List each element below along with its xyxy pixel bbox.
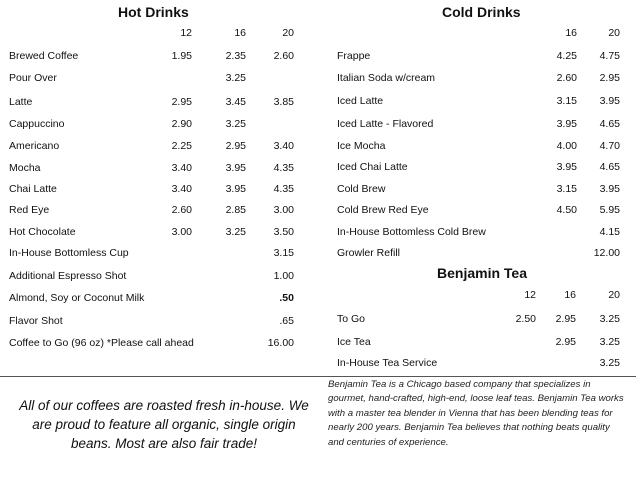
benjamin-tea-title: Benjamin Tea xyxy=(437,265,527,281)
cold-drink-name: Italian Soda w/cream xyxy=(337,72,436,84)
cold-price-16: 4.50 xyxy=(556,204,577,216)
hot-price-20: 4.35 xyxy=(273,183,294,195)
hot-price-12: 2.25 xyxy=(171,140,192,152)
hot-drink-name: Cappuccino xyxy=(9,118,65,130)
tea-price-16: 2.95 xyxy=(555,313,576,325)
cold-size-16: 16 xyxy=(565,27,577,39)
cold-drink-name: Iced Chai Latte xyxy=(337,161,408,173)
hot-drink-name: Latte xyxy=(9,96,33,108)
cold-price-16: 4.25 xyxy=(556,50,577,62)
cold-price-20: 4.75 xyxy=(599,50,620,62)
cold-drink-name: Ice Mocha xyxy=(337,140,386,152)
cold-price-20: 2.95 xyxy=(599,72,620,84)
cold-price-16: 4.00 xyxy=(556,140,577,152)
tea-size-20: 20 xyxy=(608,289,620,301)
cold-drink-name: Iced Latte - Flavored xyxy=(337,118,434,130)
cold-price-20: 4.65 xyxy=(599,118,620,130)
cold-price-16: 3.95 xyxy=(556,161,577,173)
tea-price-20: 3.25 xyxy=(599,313,620,325)
hot-price-16: 2.35 xyxy=(225,50,246,62)
hot-drink-name: Americano xyxy=(9,140,60,152)
hot-drink-name: Additional Espresso Shot xyxy=(9,270,127,282)
tea-price-16: 2.95 xyxy=(555,336,576,348)
hot-price-12: 3.40 xyxy=(171,162,192,174)
hot-price-20: 3.85 xyxy=(273,96,294,108)
hot-price-16: 3.95 xyxy=(225,162,246,174)
cold-drinks-title: Cold Drinks xyxy=(442,4,521,20)
hot-size-20: 20 xyxy=(282,27,294,39)
hot-price-12: 2.95 xyxy=(171,96,192,108)
hot-price-12: 2.60 xyxy=(171,204,192,216)
hot-price-20: 2.60 xyxy=(273,50,294,62)
cold-drink-name: Iced Latte xyxy=(337,95,384,107)
cold-price-16: 2.60 xyxy=(556,72,577,84)
cold-price-20: 12.00 xyxy=(593,247,620,259)
hot-drink-name: Chai Latte xyxy=(9,183,57,195)
hot-drink-name: Brewed Coffee xyxy=(9,50,79,62)
cold-price-20: 4.70 xyxy=(599,140,620,152)
hot-drink-name: Mocha xyxy=(9,162,41,174)
tea-price-12: 2.50 xyxy=(515,313,536,325)
tea-price-20: 3.25 xyxy=(599,357,620,369)
hot-price-20: .50 xyxy=(279,292,294,304)
hot-drink-name: Coffee to Go (96 oz) *Please call ahead xyxy=(9,337,194,349)
hot-price-12: 3.40 xyxy=(171,183,192,195)
hot-drink-name: In-House Bottomless Cup xyxy=(9,247,129,259)
cold-drink-name: In-House Bottomless Cold Brew xyxy=(337,226,486,238)
hot-price-16: 2.85 xyxy=(225,204,246,216)
hot-drink-name: Red Eye xyxy=(9,204,50,216)
hot-size-12: 12 xyxy=(180,27,192,39)
hot-drinks-title: Hot Drinks xyxy=(118,4,189,20)
cold-price-16: 3.15 xyxy=(556,183,577,195)
hot-price-20: 16.00 xyxy=(267,337,294,349)
hot-price-20: 3.50 xyxy=(273,226,294,238)
cold-drink-name: Cold Brew Red Eye xyxy=(337,204,429,216)
hot-price-20: 3.00 xyxy=(273,204,294,216)
cold-price-20: 4.65 xyxy=(599,161,620,173)
tea-size-16: 16 xyxy=(564,289,576,301)
tea-name: Ice Tea xyxy=(337,336,371,348)
hot-price-16: 3.25 xyxy=(225,226,246,238)
hot-price-16: 2.95 xyxy=(225,140,246,152)
cold-price-20: 5.95 xyxy=(599,204,620,216)
hot-price-16: 3.45 xyxy=(225,96,246,108)
tea-note: Benjamin Tea is a Chicago based company that specializes in gourmet, hand-crafted, high-end, loose leaf teas. Benjamin Tea works with a master tea blender in Vienna that has been blending teas for nearly 200 years. Benjamin Tea believes that nothing beats quality and centuries of experience. xyxy=(328,379,624,448)
tea-price-20: 3.25 xyxy=(599,336,620,348)
cold-price-16: 3.95 xyxy=(556,118,577,130)
hot-price-16: 3.95 xyxy=(225,183,246,195)
section-divider xyxy=(0,376,636,377)
cold-drink-name: Frappe xyxy=(337,50,371,62)
hot-size-16: 16 xyxy=(234,27,246,39)
hot-drink-name: Almond, Soy or Coconut Milk xyxy=(9,292,145,304)
hot-price-20: 3.40 xyxy=(273,140,294,152)
cold-price-20: 4.15 xyxy=(599,226,620,238)
hot-price-16: 3.25 xyxy=(225,72,246,84)
tea-name: In-House Tea Service xyxy=(337,357,438,369)
cold-size-20: 20 xyxy=(608,27,620,39)
tea-name: To Go xyxy=(337,313,366,325)
cold-drink-name: Cold Brew xyxy=(337,183,386,195)
hot-drink-name: Pour Over xyxy=(9,72,57,84)
hot-price-16: 3.25 xyxy=(225,118,246,130)
cold-drink-name: Growler Refill xyxy=(337,247,401,259)
coffee-note: All of our coffees are roasted fresh in-house. We are proud to feature all organic, single origin beans. Most are also fair trade! xyxy=(19,398,309,451)
cold-price-20: 3.95 xyxy=(599,95,620,107)
hot-price-12: 1.95 xyxy=(171,50,192,62)
hot-price-20: 1.00 xyxy=(273,270,294,282)
cold-price-16: 3.15 xyxy=(556,95,577,107)
tea-size-12: 12 xyxy=(524,289,536,301)
hot-drink-name: Flavor Shot xyxy=(9,315,63,327)
cold-price-20: 3.95 xyxy=(599,183,620,195)
hot-price-20: 3.15 xyxy=(273,247,294,259)
hot-price-12: 3.00 xyxy=(171,226,192,238)
hot-price-20: .65 xyxy=(279,315,294,327)
hot-price-12: 2.90 xyxy=(171,118,192,130)
hot-price-20: 4.35 xyxy=(273,162,294,174)
hot-drink-name: Hot Chocolate xyxy=(9,226,76,238)
